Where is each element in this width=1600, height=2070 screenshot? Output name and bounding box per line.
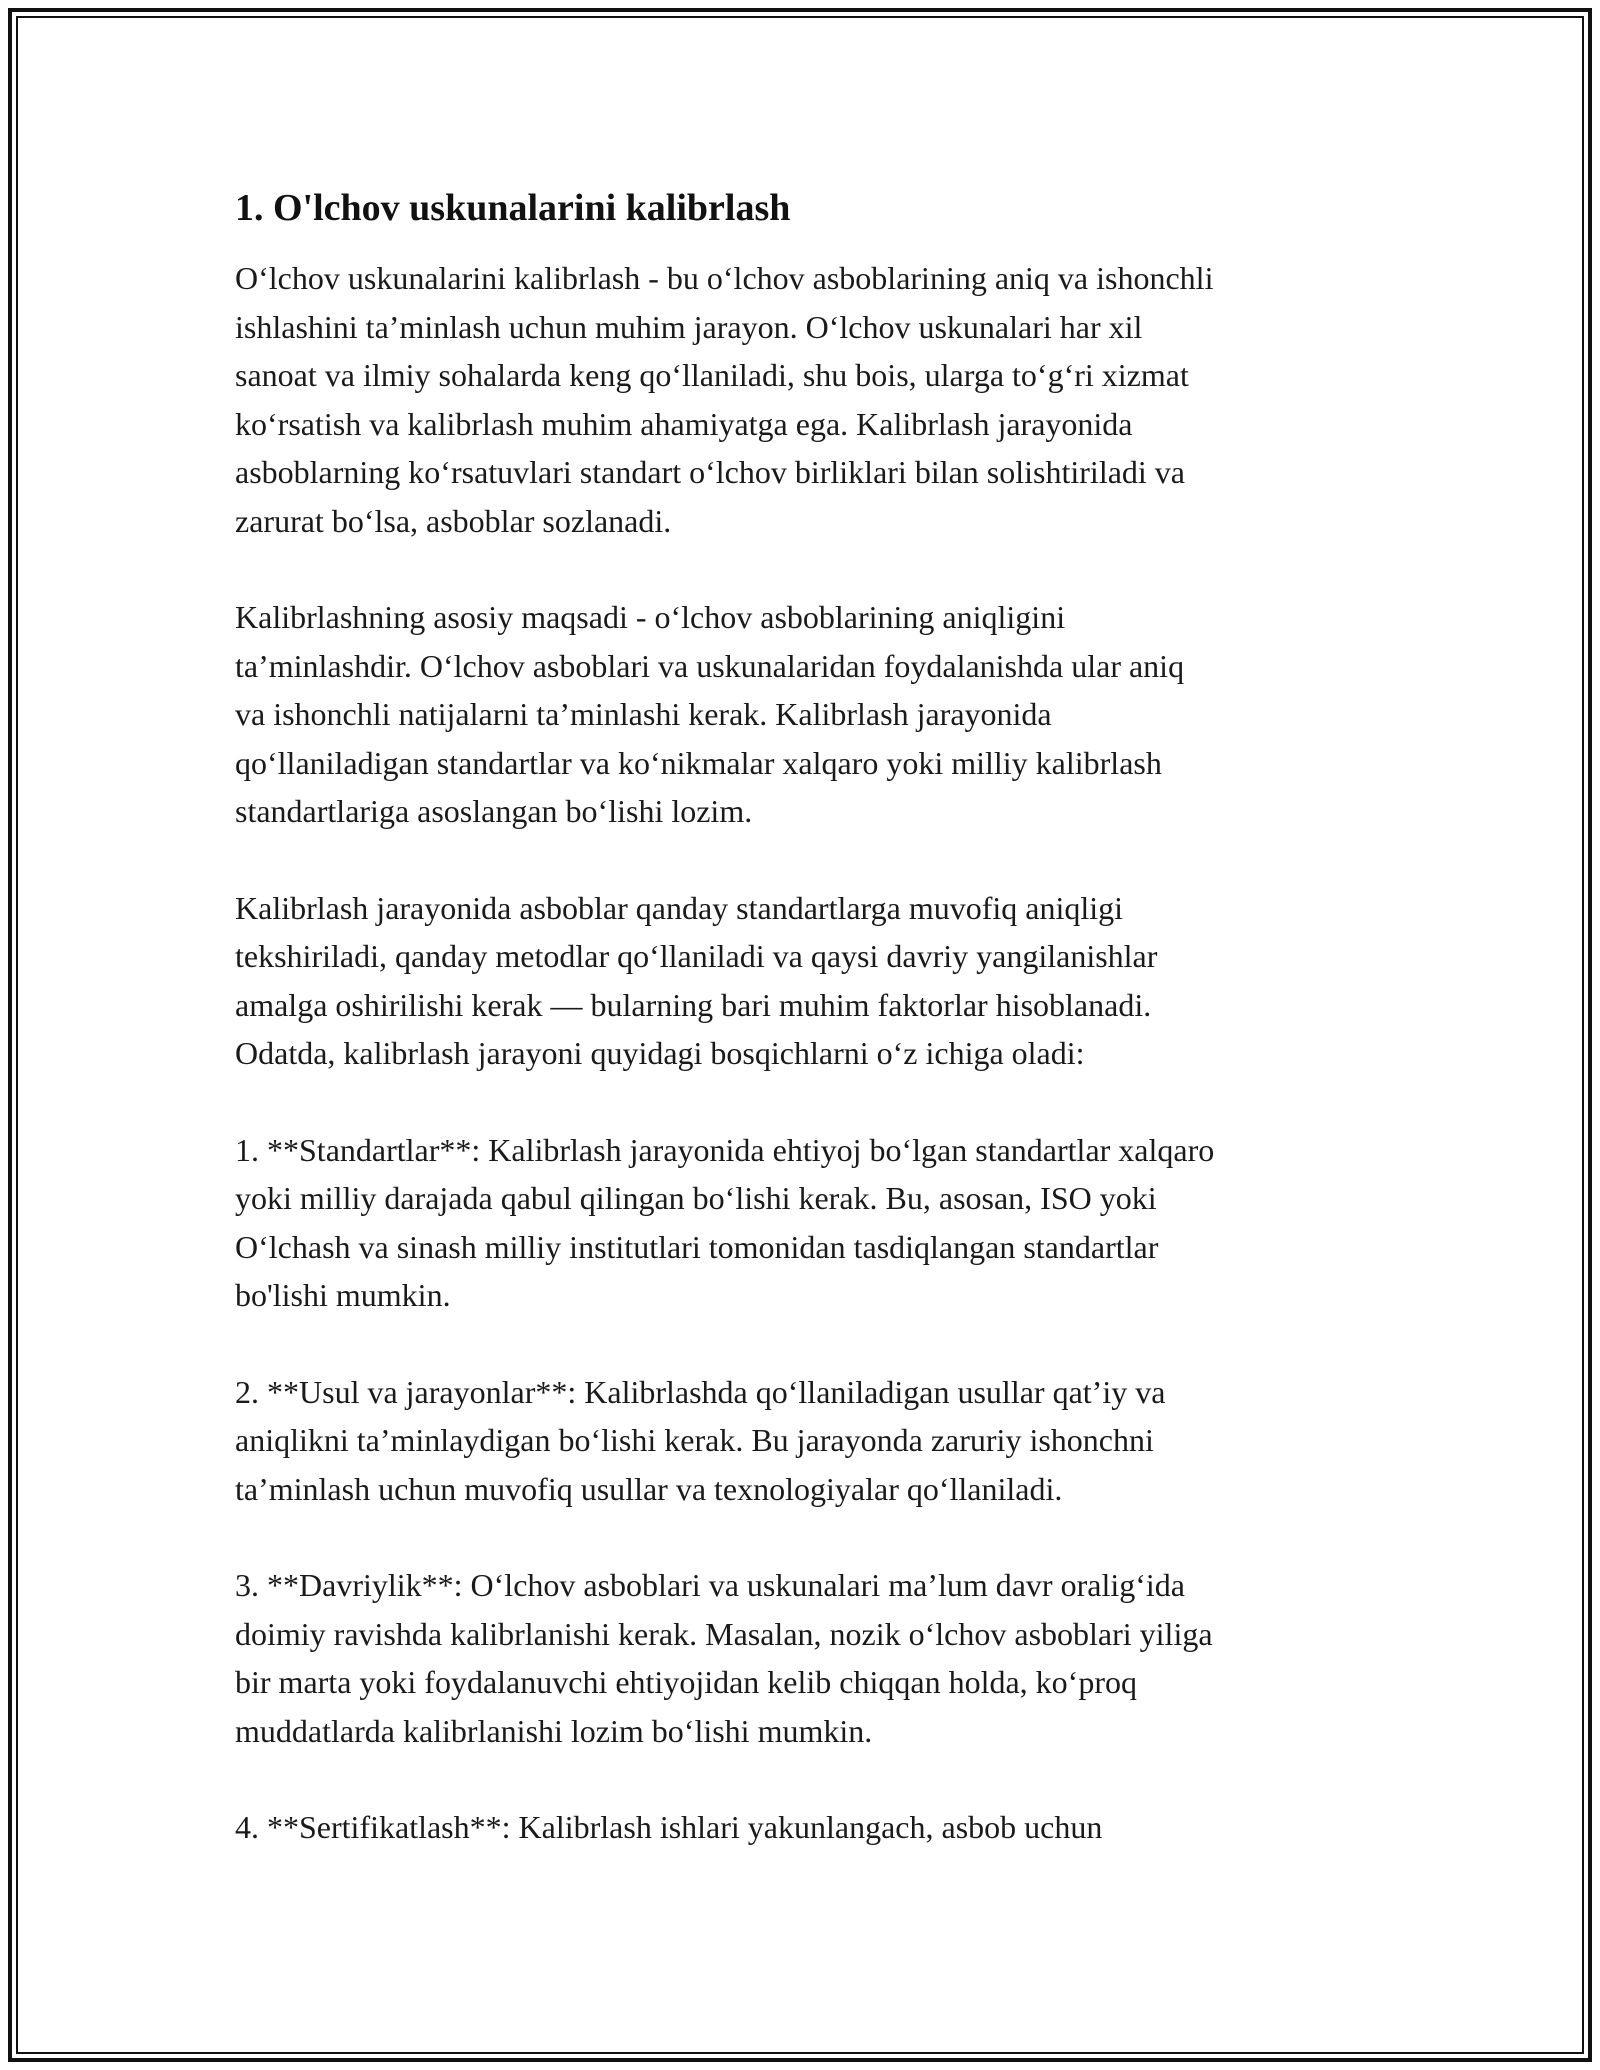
paragraph-line: sanoat va ilmiy sohalarda keng qo‘llaniladi, shu bois, ularga to‘g‘ri xizmat [235,357,1189,393]
paragraph-line: muddatlarda kalibrlanishi lozim bo‘lishi mumkin. [235,1712,873,1749]
paragraph-line: tekshiriladi, qanday metodlar qo‘llaniladi va qaysi davriy yangilanishlar [235,938,1158,974]
paragraph [235,1561,1405,1755]
paragraph-line: zarurat bo‘lsa, asboblar sozlanadi. [235,502,672,539]
paragraph-line: bo'lishi mumkin. [235,1277,451,1313]
paragraph-line: aniqlikni ta’minlaydigan bo‘lishi kerak. Bu jarayonda zaruriy ishonchni [235,1422,1154,1458]
paragraph-line: standartlariga asoslangan bo‘lishi lozim. [235,793,753,829]
paragraph [235,1368,1405,1514]
section-heading: 1. O'lchov uskunalarini kalibrlash [235,187,791,229]
paragraph-line: doimiy ravishda kalibrlanishi kerak. Masalan, nozik o‘lchov asboblari yiliga [235,1615,1213,1652]
paragraph-line: O‘lchash va sinash milliy institutlari tomonidan tasdiqlangan standartlar [235,1228,1159,1265]
document-page [235,184,1405,1900]
paragraph-line: O‘lchov uskunalarini kalibrlash - bu o‘lchov asboblarining aniq va ishonchli [235,260,1214,296]
document-body [235,254,1405,1852]
paragraph-line: 2. **Usul va jarayonlar**: Kalibrlashda qo‘llaniladigan usullar qat’iy va [235,1373,1166,1410]
paragraph-line: ta’minlashdir. O‘lchov asboblari va uskunalaridan foydalanishda ular aniq [235,647,1185,684]
paragraph-line: Kalibrlashning asosiy maqsadi - o‘lchov asboblarining aniqligini [235,599,1066,635]
paragraph [235,1126,1405,1320]
paragraph-line: bir marta yoki foydalanuvchi ehtiyojidan kelib chiqqan holda, ko‘proq [235,1664,1137,1700]
paragraph-line: ta’minlash uchun muvofiq usullar va texnologiyalar qo‘llaniladi. [235,1470,1063,1507]
paragraph-line: 3. **Davriylik**: O‘lchov asboblari va uskunalari ma’lum davr oralig‘ida [235,1567,1185,1603]
paragraph [235,593,1405,836]
paragraph-line: asboblarning ko‘rsatuvlari standart o‘lchov birliklari bilan solishtiriladi va [235,454,1185,490]
paragraph-line: 4. **Sertifikatlash**: Kalibrlash ishlari yakunlangach, asbob uchun [235,1809,1103,1845]
paragraph-line: qo‘llaniladigan standartlar va ko‘nikmalar xalqaro yoki milliy kalibrlash [235,744,1162,781]
paragraph [235,884,1405,1078]
paragraph-line: 1. **Standartlar**: Kalibrlash jarayonida ehtiyoj bo‘lgan standartlar xalqaro [235,1131,1215,1168]
paragraph-line: Odatda, kalibrlash jarayoni quyidagi bosqichlarni o‘z ichiga oladi: [235,1035,1085,1071]
paragraph-line: ko‘rsatish va kalibrlash muhim ahamiyatga ega. Kalibrlash jarayonida [235,405,1133,442]
paragraph [235,1803,1405,1852]
paragraph [235,254,1405,545]
paragraph-line: va ishonchli natijalarni ta’minlashi kerak. Kalibrlash jarayonida [235,696,1052,732]
paragraph-line: yoki milliy darajada qabul qilingan bo‘lishi kerak. Bu, asosan, ISO yoki [235,1180,1157,1216]
paragraph-line: amalga oshirilishi kerak — bularning bari muhim faktorlar hisoblanadi. [235,986,1152,1023]
paragraph-line: Kalibrlash jarayonida asboblar qanday standartlarga muvofiq aniqligi [235,889,1124,926]
paragraph-line: ishlashini ta’minlash uchun muhim jarayon. O‘lchov uskunalari har xil [235,308,1143,345]
